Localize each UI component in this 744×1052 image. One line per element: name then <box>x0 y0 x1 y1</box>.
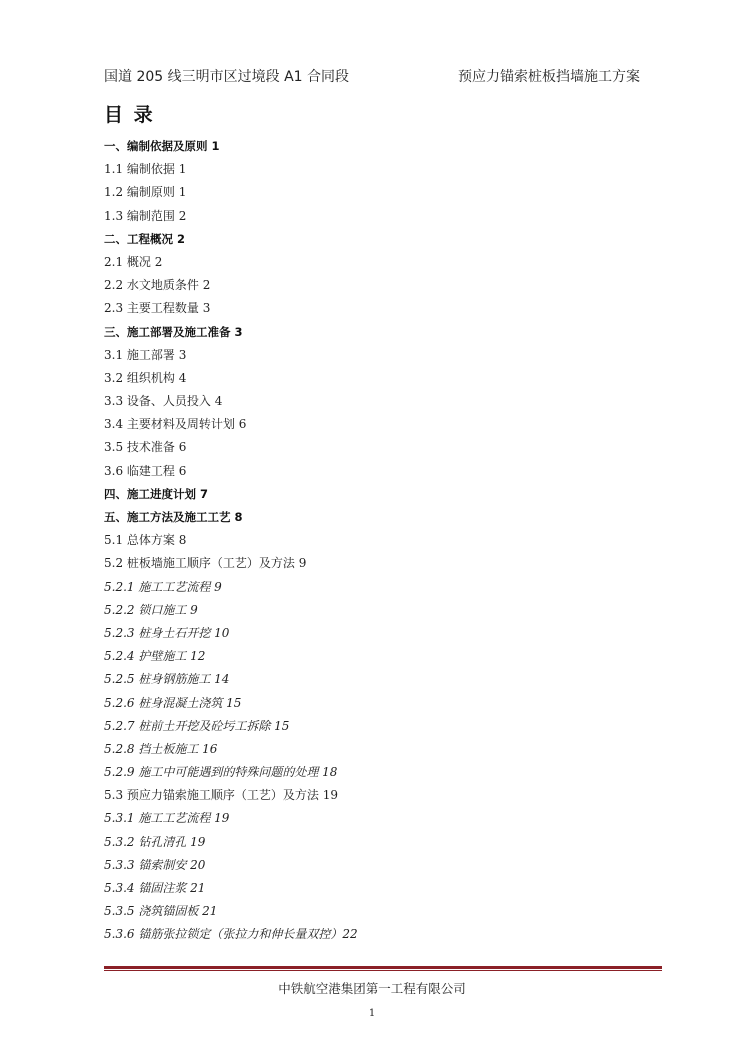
toc-entry[interactable]: 1.3 编制范围 2 <box>104 208 187 223</box>
toc-entry[interactable]: 三、施工部署及施工准备 3 <box>104 324 243 339</box>
toc-entry[interactable]: 2.3 主要工程数量 3 <box>104 301 211 316</box>
footer-company-name: 中铁航空港集团第一工程有限公司 <box>278 981 466 996</box>
toc-entry[interactable]: 1.1 编制依据 1 <box>104 162 187 177</box>
table-of-contents <box>104 135 684 947</box>
toc-entry[interactable]: 3.3 设备、人员投入 4 <box>104 394 223 409</box>
toc-entry[interactable]: 五、施工方法及施工工艺 8 <box>104 510 243 524</box>
toc-entry[interactable]: 二、工程概况 2 <box>104 231 186 246</box>
toc-entry[interactable]: 5.3.1 施工工艺流程 19 <box>104 811 230 826</box>
toc-entry[interactable]: 2.1 概况 2 <box>104 254 163 269</box>
toc-entry[interactable]: 5.3.5 浇筑锚固板 21 <box>104 904 218 919</box>
toc-entry[interactable]: 5.2.1 施工工艺流程 9 <box>104 579 222 594</box>
toc-entry[interactable]: 3.1 施工部署 3 <box>104 347 187 362</box>
toc-entry[interactable]: 一、编制依据及原则 1 <box>104 139 220 153</box>
toc-entry[interactable]: 5.2 桩板墙施工顺序（工艺）及方法 9 <box>104 556 307 571</box>
toc-entry[interactable]: 3.5 技术准备 6 <box>104 440 187 455</box>
toc-entry[interactable]: 3.6 临建工程 6 <box>104 463 187 478</box>
toc-entry[interactable]: 5.3 预应力锚索施工顺序（工艺）及方法 19 <box>104 788 338 803</box>
toc-entry[interactable]: 5.1 总体方案 8 <box>104 533 187 548</box>
toc-entry[interactable]: 3.4 主要材料及周转计划 6 <box>104 417 247 432</box>
toc-entry[interactable]: 5.3.4 锚固注浆 21 <box>104 881 206 895</box>
header-project-name: 国道 205 线三明市区过境段 A1 合同段 <box>104 69 350 85</box>
toc-entry[interactable]: 2.2 水文地质条件 2 <box>104 278 211 293</box>
toc-entry[interactable]: 5.2.6 桩身混凝土浇筑 15 <box>104 695 242 710</box>
toc-entry[interactable]: 5.2.4 护壁施工 12 <box>104 649 206 664</box>
footer-divider <box>104 966 662 971</box>
toc-entry[interactable]: 5.2.8 挡土板施工 16 <box>104 741 218 756</box>
toc-entry[interactable]: 四、施工进度计划 7 <box>104 486 209 501</box>
toc-entry[interactable]: 5.2.2 锁口施工 9 <box>104 602 198 617</box>
toc-entry[interactable]: 5.2.3 桩身土石开挖 10 <box>104 625 230 640</box>
toc-entry[interactable]: 3.2 组织机构 4 <box>104 370 187 385</box>
toc-entry[interactable]: 5.3.3 锚索制安 20 <box>104 857 206 872</box>
toc-entry[interactable]: 1.2 编制原则 1 <box>104 185 187 200</box>
page-header <box>104 66 640 86</box>
toc-entry[interactable]: 5.3.6 锚筋张拉锁定（张拉力和伸长量双控）22 <box>104 927 358 942</box>
toc-entry[interactable]: 5.2.7 桩前土开挖及砼圬工拆除 15 <box>104 718 290 733</box>
page-number: 1 <box>368 1008 376 1019</box>
toc-entry[interactable]: 5.3.2 钻孔清孔 19 <box>104 834 206 849</box>
toc-heading: 目 录 <box>104 104 155 126</box>
header-document-title: 预应力锚索桩板挡墙施工方案 <box>458 69 640 85</box>
toc-entry[interactable]: 5.2.9 施工中可能遇到的特殊问题的处理 18 <box>104 765 338 780</box>
toc-entry[interactable]: 5.2.5 桩身钢筋施工 14 <box>104 672 230 687</box>
